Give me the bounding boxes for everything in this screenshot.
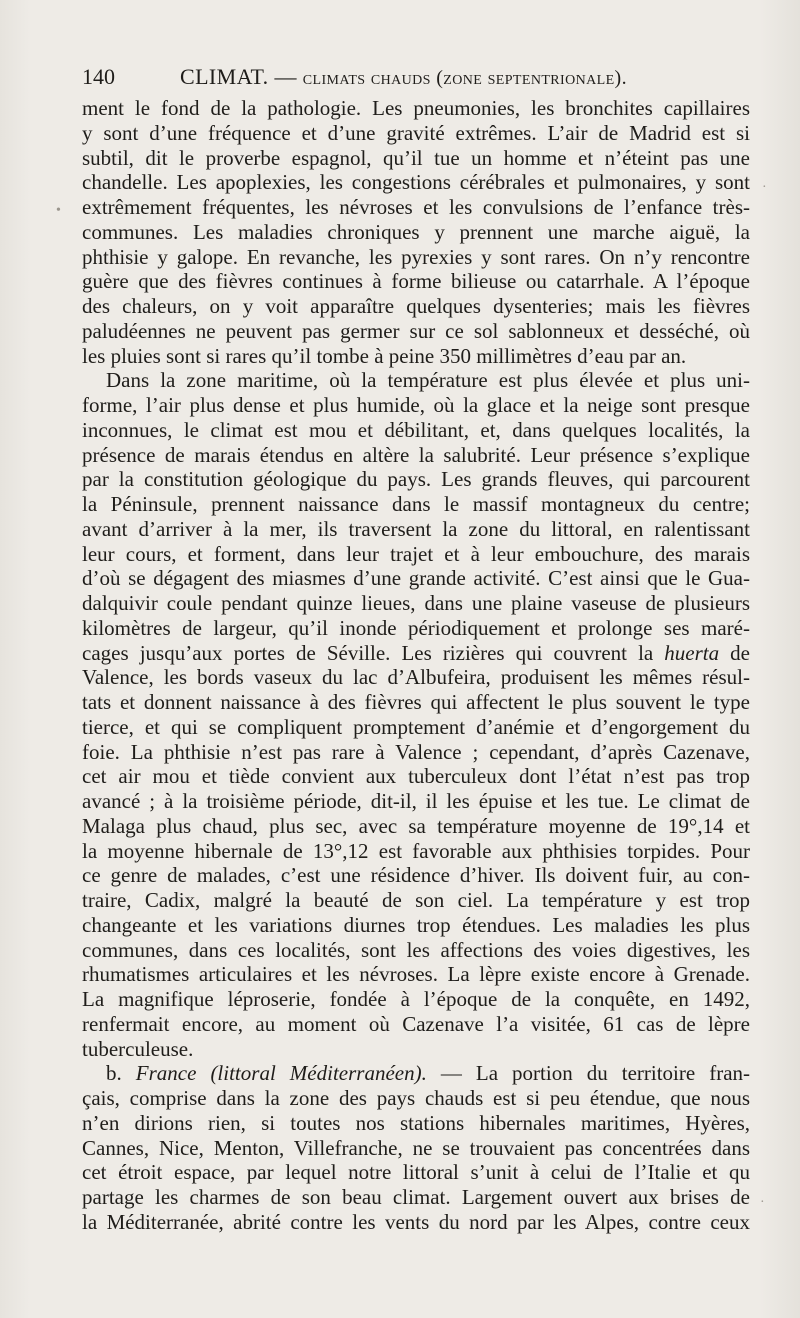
margin-dot-mark: • xyxy=(56,203,61,218)
text-segment: de xyxy=(719,640,750,665)
text-line xyxy=(82,740,750,765)
text-segment: avancé ; à la troisième période, dit-il, il les épuise et les tue. Le climat de xyxy=(82,789,750,813)
text-segment: foie. La phthisie n’est pas rare à Valence ; cependant, d’après Cazenave, xyxy=(82,739,750,764)
text-line xyxy=(82,170,750,195)
text-segment: la Méditerranée, abrité contre les vents du nord par les Alpes, contre ceux xyxy=(82,1209,750,1234)
text-line xyxy=(82,863,750,888)
text-segment: les pluies sont si rares qu’il tombe à peine 350 millimètres d’eau par an. xyxy=(82,343,687,368)
text-line xyxy=(82,146,750,171)
running-header xyxy=(82,62,762,92)
text-line xyxy=(82,1160,750,1185)
text-segment: tats et donnent naissance à des fièvres qui affectent le plus souvent le type xyxy=(82,690,750,714)
text-segment: rhumatismes articulaires et les névroses. La lèpre existe encore à Grenade. xyxy=(82,962,750,987)
text-segment: forme, l’air plus dense et plus humide, où la glace et la neige sont presque xyxy=(82,393,750,417)
text-segment: traire, Cadix, malgré la beauté de son ciel. La température y est trop xyxy=(82,888,750,912)
header-title: CLIMAT. xyxy=(180,64,269,89)
text-segment: n’en dirions rien, si toutes nos stations hibernales maritimes, Hyères, xyxy=(82,1110,750,1135)
margin-dot-mark: · xyxy=(760,1195,765,1210)
text-segment: Malaga plus chaud, plus sec, avec sa température moyenne de 19°,14 et xyxy=(82,813,750,838)
text-segment: paludéennes ne peuvent pas germer sur ce sol sablonneux et desséché, où xyxy=(82,318,750,343)
text-line xyxy=(82,1210,750,1235)
italic-text-segment: huerta xyxy=(664,640,720,665)
text-line xyxy=(82,987,750,1012)
text-segment: — La portion du territoire fran- xyxy=(426,1061,750,1086)
text-segment: chandelle. Les apoplexies, les congestions cérébrales et pulmonaires, y sont xyxy=(82,170,750,195)
header-subtitle: climats chauds (zone septentrionale). xyxy=(302,67,627,89)
text-segment: Dans la zone maritime, où la température est plus élevée et plus uni- xyxy=(106,368,750,393)
text-line xyxy=(82,1185,750,1210)
text-segment: La magnifique léproserie, fondée à l’époque de la conquête, en 1492, xyxy=(82,987,750,1011)
text-segment: communes. Les maladies chroniques y prennent une marche aiguë, la xyxy=(82,219,750,244)
text-line xyxy=(82,690,750,715)
text-line xyxy=(82,96,750,121)
text-segment: y sont d’une fréquence et d’une gravité extrêmes. L’air de Madrid est si xyxy=(82,120,750,145)
text-line xyxy=(82,220,750,245)
text-line xyxy=(82,368,750,393)
text-segment: leur cours, et forment, dans leur trajet et à leur embouchure, des marais xyxy=(82,541,750,566)
text-line xyxy=(82,344,750,369)
text-line xyxy=(82,764,750,789)
text-line xyxy=(82,121,750,146)
text-segment: la moyenne hibernale de 13°,12 est favorable aux phthisies torpides. Pour xyxy=(82,838,750,863)
text-segment: tuberculeuse. xyxy=(82,1036,194,1061)
text-line xyxy=(82,492,750,517)
text-line xyxy=(82,566,750,591)
text-segment: renfermait encore, au moment où Cazenave l’a visitée, 61 cas de lèpre xyxy=(82,1011,750,1036)
page-number: 140 xyxy=(82,64,115,89)
text-segment: çais, comprise dans la zone des pays chauds est si peu étendue, que nous xyxy=(82,1086,750,1110)
text-line xyxy=(82,938,750,963)
text-line xyxy=(82,1111,750,1136)
text-line xyxy=(82,888,750,913)
text-segment: d’où se dégagent des miasmes d’une grande activité. C’est ainsi que le Gua- xyxy=(82,566,750,591)
text-line xyxy=(82,665,750,690)
text-segment: dalquivir coule pendant quinze lieues, dans une plaine vaseuse de plusieurs xyxy=(82,591,750,615)
text-line xyxy=(82,789,750,814)
text-line xyxy=(82,839,750,864)
text-line xyxy=(82,641,750,666)
text-segment: Cannes, Nice, Menton, Villefranche, ne se trouvaient pas concentrées dans xyxy=(82,1135,750,1160)
text-line xyxy=(82,294,750,319)
header-separator: — xyxy=(268,64,303,89)
text-segment: changeante et les variations diurnes trop étendues. Les maladies les plus xyxy=(82,912,750,937)
text-line xyxy=(82,245,750,270)
text-line xyxy=(82,195,750,220)
text-segment: ce genre de malades, c’est une résidence d’hiver. Ils doivent fuir, au con- xyxy=(82,863,750,888)
text-segment: phthisie y galope. En revanche, les pyrexies y sont rares. On n’y rencontre xyxy=(82,244,750,269)
text-segment: par la constitution géologique du pays. Les grands fleuves, qui parcourent xyxy=(82,467,750,492)
running-title xyxy=(180,62,627,93)
text-line xyxy=(82,591,750,616)
text-line xyxy=(82,319,750,344)
text-segment: kilomètres de largeur, qu’il inonde périodiquement et prolonge ses maré- xyxy=(82,615,750,640)
text-segment: Valence, les bords vaseux du lac d’Albufeira, produisent les mêmes résul- xyxy=(82,665,750,690)
italic-text-segment: France (littoral Méditerranéen). xyxy=(135,1061,427,1086)
text-line xyxy=(82,814,750,839)
text-segment: partage les charmes de son beau climat. Largement ouvert aux brises de xyxy=(82,1185,750,1209)
text-segment: cet air mou et tiède convient aux tuberculeux dont l’état n’est pas trop xyxy=(82,764,750,789)
text-segment: cages jusqu’aux portes de Séville. Les rizières qui couvrent la xyxy=(82,640,665,665)
text-line xyxy=(82,393,750,418)
text-line xyxy=(82,715,750,740)
text-segment: guère que des fièvres continues à forme bilieuse ou catarrhale. A l’époque xyxy=(82,269,750,294)
text-segment: extrêmement fréquentes, les névroses et les convulsions de l’enfance très- xyxy=(82,195,750,219)
text-line xyxy=(82,1136,750,1161)
text-line xyxy=(82,467,750,492)
body-text xyxy=(82,96,750,1235)
text-line xyxy=(82,269,750,294)
text-segment: cet étroit espace, par lequel notre littoral s’unit à celui de l’Italie et qu xyxy=(82,1160,750,1185)
text-segment: avant d’arriver à la mer, ils traversent la zone du littoral, en ralentissant xyxy=(82,516,750,541)
text-line xyxy=(82,517,750,542)
text-line xyxy=(82,1061,750,1086)
text-line xyxy=(82,542,750,567)
text-segment: ment le fond de la pathologie. Les pneumonies, les bronchites capillaires xyxy=(82,96,750,120)
text-segment: des chaleurs, on y voit apparaître quelques dysenteries; mais les fièvres xyxy=(82,294,750,318)
text-line xyxy=(82,1037,750,1062)
text-segment: b. xyxy=(106,1061,136,1086)
text-segment: inconnues, le climat est mou et débilitant, et, dans quelques localités, la xyxy=(82,417,750,442)
text-segment: tierce, et qui se compliquent promptement d’anémie et d’engorgement du xyxy=(82,714,750,739)
text-segment: communes, dans ces localités, sont les affections des voies digestives, les xyxy=(82,937,750,962)
text-line xyxy=(82,616,750,641)
text-line xyxy=(82,962,750,987)
margin-dot-mark: · xyxy=(762,180,767,195)
text-segment: la Péninsule, prennent naissance dans le massif montagneux du centre; xyxy=(82,492,750,516)
text-segment: subtil, dit le proverbe espagnol, qu’il tue un homme et n’éteint pas une xyxy=(82,145,750,170)
text-line xyxy=(82,443,750,468)
text-segment: présence de marais étendus en altère la salubrité. Leur présence s’explique xyxy=(82,442,750,467)
text-line xyxy=(82,1012,750,1037)
text-line xyxy=(82,1086,750,1111)
text-line xyxy=(82,418,750,443)
text-line xyxy=(82,913,750,938)
